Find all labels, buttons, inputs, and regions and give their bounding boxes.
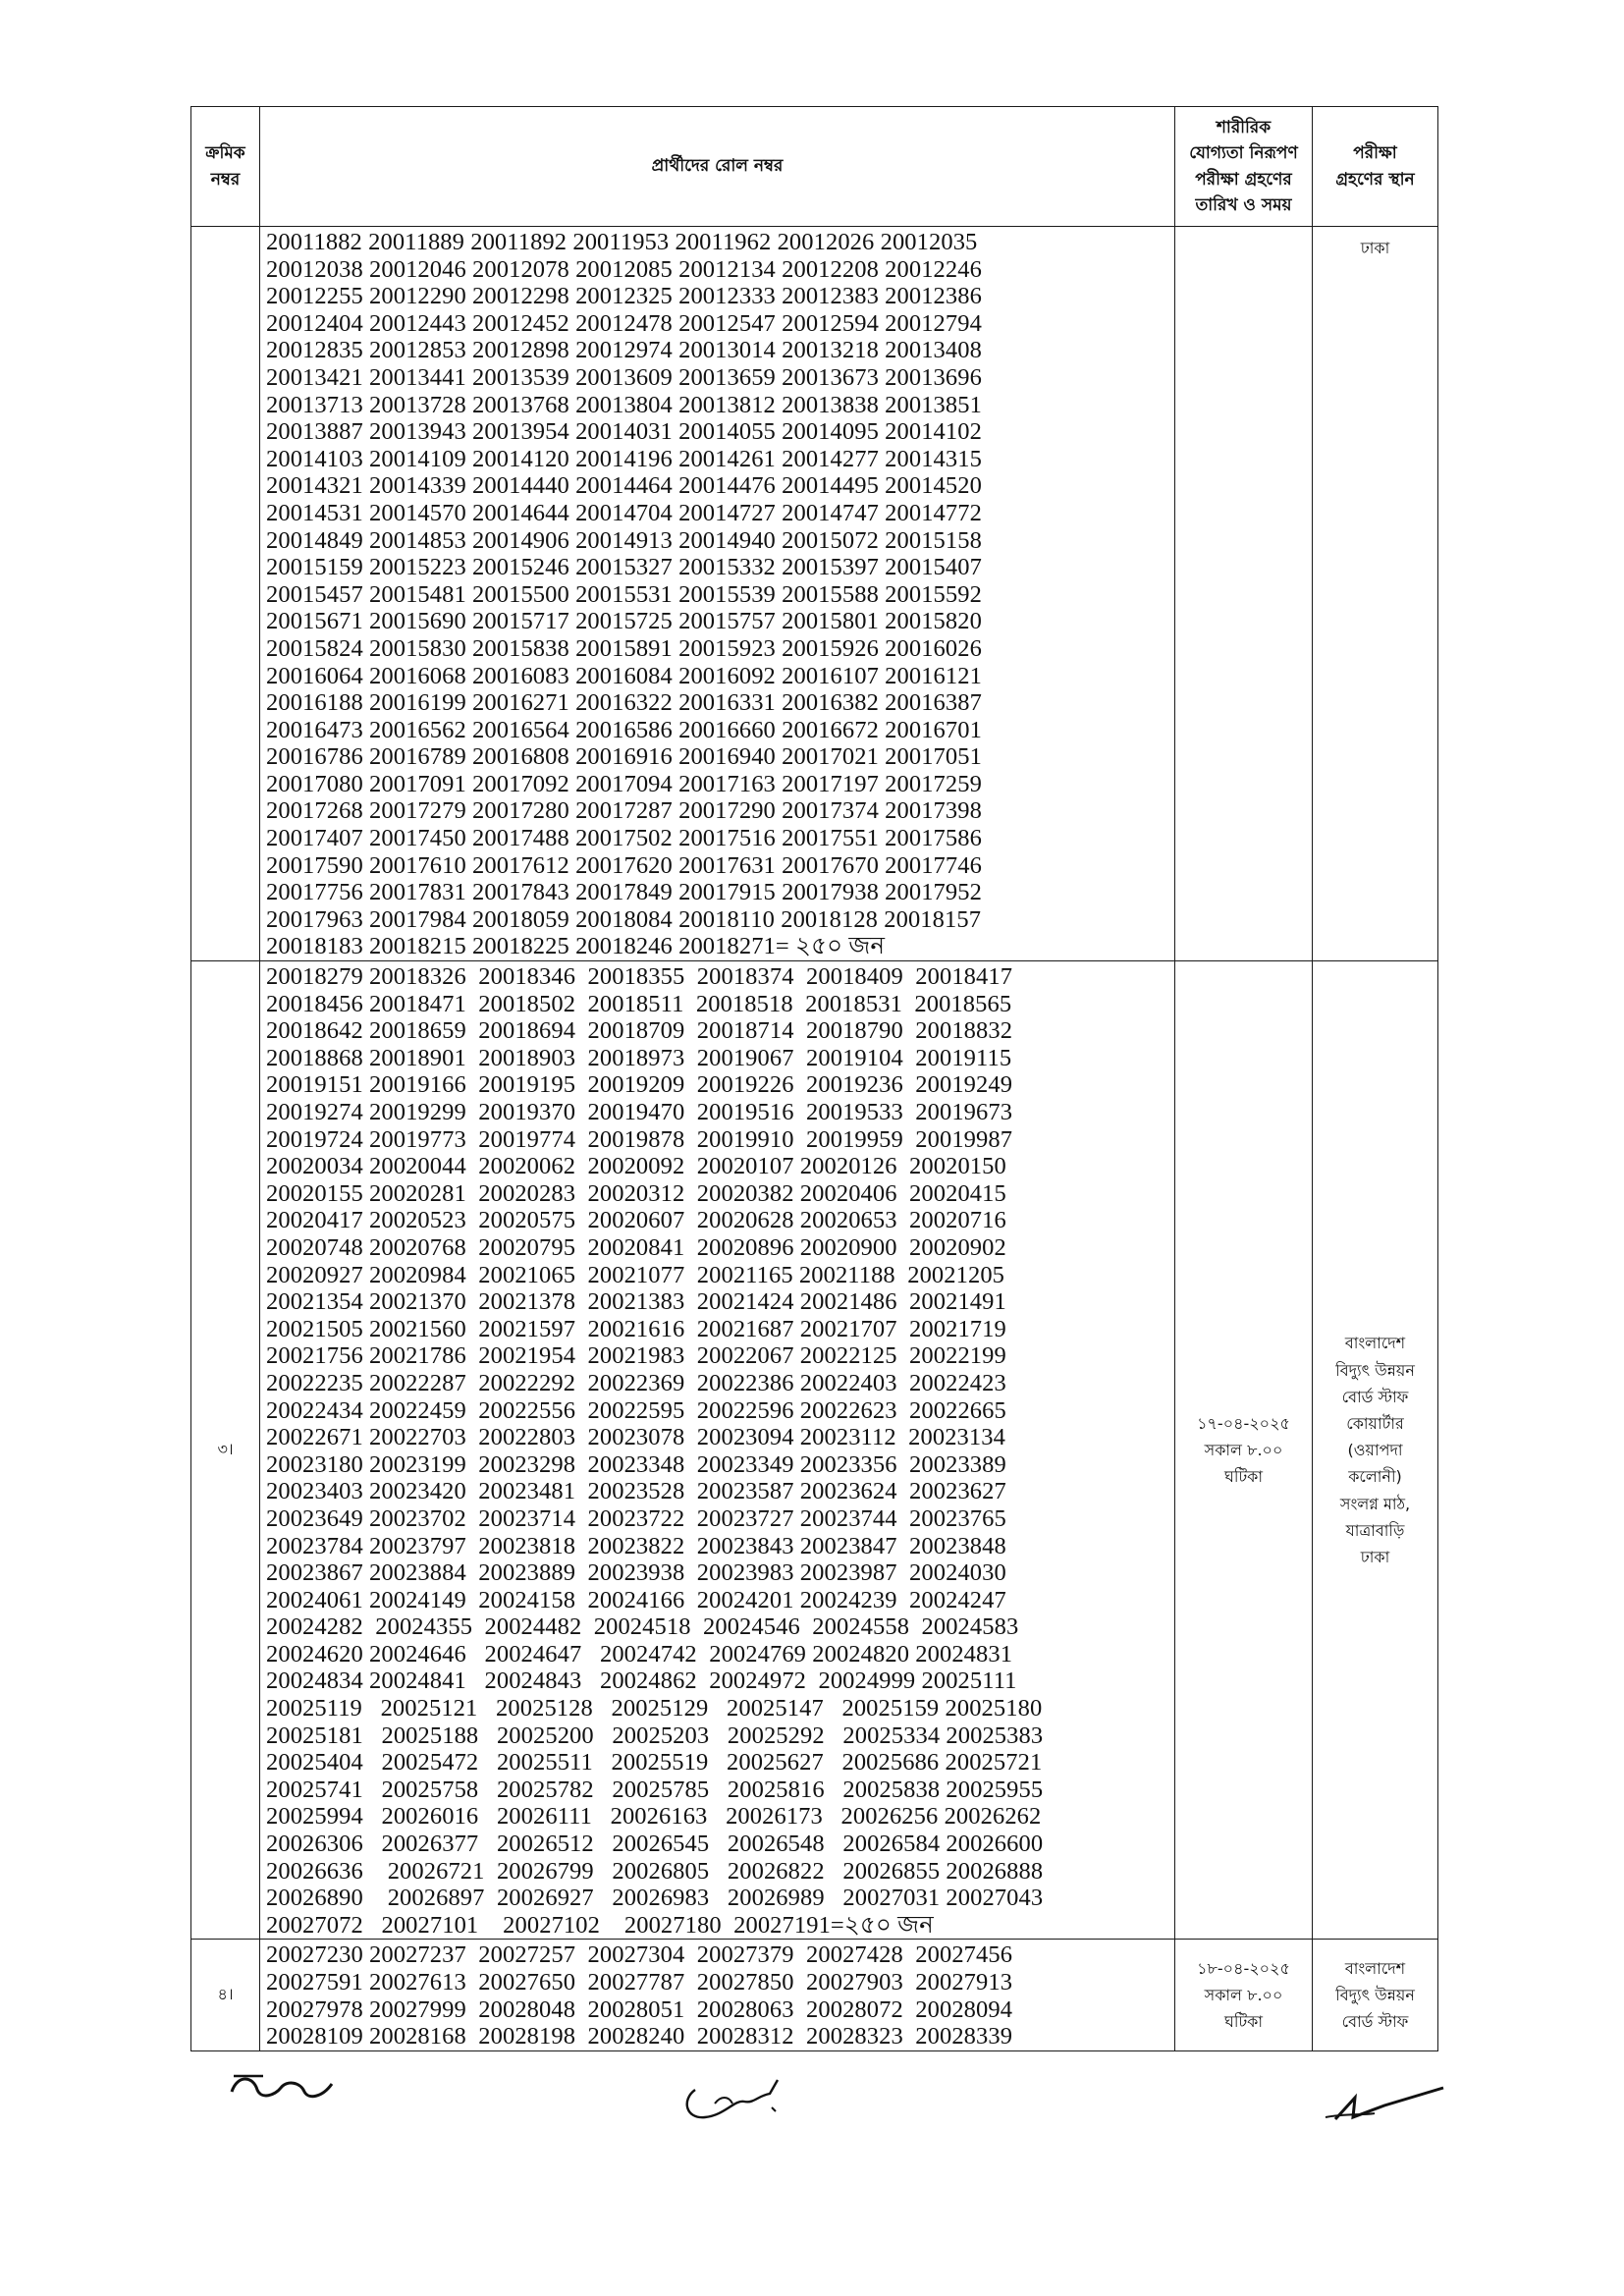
venue-line: বোর্ড স্টাফ: [1341, 1387, 1409, 1406]
roll-line: 20012255 20012290 20012298 20012325 20012333 20012383 20012386: [266, 283, 982, 310]
roll-line: 20017268 20017279 20017280 20017287 20017290 20017374 20017398: [266, 797, 982, 825]
roll-line: 20015457 20015481 20015500 20015531 20015539 20015588 20015592: [266, 580, 982, 608]
roll-line: 20018279 20018326 20018346 20018355 20018374 20018409 20018417: [266, 963, 1013, 991]
venue-line: বিদ্যুৎ উন্নয়ন: [1335, 1360, 1415, 1380]
header-row: [191, 107, 1438, 227]
roll-line: 20014849 20014853 20014906 20014913 20014940 20015072 20015158: [266, 526, 982, 554]
roll-line: 20017756 20017831 20017843 20017849 20017915 20017938 20017952: [266, 879, 982, 906]
roll-line: 20013421 20013441 20013539 20013609 20013659 20013673 20013696: [266, 363, 982, 391]
date-header-line: পরীক্ষা গ্রহণের: [1195, 169, 1292, 190]
date-time-line: সকাল ৮.০০: [1204, 1441, 1283, 1460]
venue-line: সংলগ্ন মাঠ,: [1339, 1494, 1411, 1513]
date-time-line: ১৮-০৪-২০২৫: [1197, 1958, 1290, 1978]
signature-left: [224, 2062, 342, 2111]
date-time-line: ঘটিকা: [1223, 1467, 1263, 1487]
groups-body: [191, 227, 1438, 2051]
roll-line: 20011882 20011889 20011892 20011953 20011962 20012026 20012035: [266, 229, 978, 255]
roll-line: 20016473 20016562 20016564 20016586 20016660 20016672 20016701: [266, 716, 982, 743]
roll-line: 20026636 20026721 20026799 20026805 20026822 20026855 20026888: [266, 1857, 1044, 1885]
roll-numbers-cell: [260, 1940, 1175, 2050]
roll-line: 20016188 20016199 20016271 20016322 20016331 20016382 20016387: [266, 689, 982, 717]
venue-line: বাংলাদেশ: [1344, 1958, 1406, 1978]
date-time-line: ঘটিকা: [1223, 2012, 1263, 2032]
roll-line: 20022434 20022459 20022556 20022595 20022596 20022623 20022665: [266, 1396, 1006, 1424]
roll-numbers-cell: [260, 961, 1175, 1940]
date-time-cell: [1175, 227, 1313, 961]
venue-header-line: গ্রহণের স্থান: [1335, 169, 1415, 190]
roll-line: 20015671 20015690 20015717 20015725 20015757 20015801 20015820: [266, 608, 982, 635]
roll-line: 20016064 20016068 20016083 20016084 20016092 20016107 20016121: [266, 662, 982, 689]
roll-line: 20013887 20013943 20013954 20014031 20014055 20014095 20014102: [266, 418, 982, 446]
roll-table: [190, 106, 1438, 2051]
serial-number: ৪।: [191, 1940, 260, 2050]
date-header-line: শারীরিক: [1216, 117, 1272, 137]
roll-line: 20018868 20018901 20018903 20018973 20019067 20019104 20019115: [266, 1044, 1012, 1071]
roll-line: 20021354 20021370 20021378 20021383 20021424 20021486 20021491: [266, 1288, 1006, 1316]
date-time-cell: [1175, 961, 1313, 1940]
roll-numbers-cell: [260, 227, 1175, 961]
roll-line: 20024282 20024355 20024482 20024518 20024546 20024558 20024583: [266, 1613, 1019, 1641]
venue-line: কোয়ার্টার: [1346, 1413, 1404, 1433]
roll-line: 20024620 20024646 20024647 20024742 20024769 20024820 20024831: [266, 1640, 1013, 1667]
roll-line: 20022671 20022703 20022803 20023078 20023094 20023112 20023134: [266, 1424, 1005, 1451]
roll-line: 20015159 20015223 20015246 20015327 20015332 20015397 20015407: [266, 554, 982, 581]
roll-line: 20020155 20020281 20020283 20020312 20020382 20020406 20020415: [266, 1179, 1006, 1207]
roll-line: 20027072 20027101 20027102 20027180 20027191=২৫০ জন: [266, 1911, 934, 1939]
venue-line: কলোনী): [1348, 1467, 1402, 1487]
roll-line: 20012404 20012443 20012452 20012478 20012547 20012594 20012794: [266, 309, 982, 337]
roll-line: 20026306 20026377 20026512 20026545 20026548 20026584 20026600: [266, 1831, 1044, 1858]
venue-cell: [1313, 961, 1438, 1940]
date-time-cell: [1175, 1940, 1313, 2050]
roll-line: 20012835 20012853 20012898 20012974 20013014 20013218 20013408: [266, 337, 982, 364]
roll-line: 20020927 20020984 20021065 20021077 20021165 20021188 20021205: [266, 1261, 1005, 1288]
venue-line: ঢাকা: [1360, 1547, 1390, 1566]
roll-line: 20014103 20014109 20014120 20014196 20014261 20014277 20014315: [266, 445, 982, 472]
roll-line: 20025741 20025758 20025782 20025785 20025816 20025838 20025955: [266, 1776, 1044, 1803]
signature-right: [1316, 2070, 1453, 2129]
rolls-header: [260, 107, 1175, 227]
venue-header-line: পরীক্ষা: [1353, 143, 1397, 164]
roll-line: 20017590 20017610 20017612 20017620 20017631 20017670 20017746: [266, 851, 982, 879]
roll-line: 20024061 20024149 20024158 20024166 20024201 20024239 20024247: [266, 1586, 1006, 1613]
roll-line: 20023784 20023797 20023818 20023822 20023843 20023847 20023848: [266, 1532, 1006, 1559]
roll-line: 20015824 20015830 20015838 20015891 20015923 20015926 20016026: [266, 634, 982, 662]
roll-line: 20027230 20027237 20027257 20027304 20027379 20027428 20027456: [266, 1941, 1013, 1969]
serial-header-line: ক্রমিক: [205, 143, 245, 164]
roll-line: 20024834 20024841 20024843 20024862 20024972 20024999 20025111: [266, 1667, 1017, 1695]
roll-line: 20018183 20018215 20018225 20018246 20018271= ২৫০ জন: [266, 933, 886, 960]
roll-line: 20014321 20014339 20014440 20014464 20014476 20014495 20014520: [266, 472, 982, 500]
signature-middle: [676, 2060, 793, 2129]
roll-line: 20019724 20019773 20019774 20019878 20019910 20019959 20019987: [266, 1125, 1013, 1153]
roll-line: 20020417 20020523 20020575 20020607 20020628 20020653 20020716: [266, 1207, 1006, 1234]
roll-line: 20023867 20023884 20023889 20023938 20023983 20023987 20024030: [266, 1559, 1006, 1587]
roll-line: 20017080 20017091 20017092 20017094 20017163 20017197 20017259: [266, 770, 982, 797]
date-header-line: তারিখ ও সময়: [1195, 194, 1292, 215]
roll-line: 20027591 20027613 20027650 20027787 20027850 20027903 20027913: [266, 1969, 1013, 1995]
venue-header: [1313, 107, 1438, 227]
serial-header-line: নম্বর: [210, 169, 241, 190]
date-time-line: ১৭-০৪-২০২৫: [1197, 1413, 1290, 1433]
roll-line: 20025994 20026016 20026111 20026163 20026173 20026256 20026262: [266, 1803, 1042, 1831]
venue-line: (ওয়াপদা: [1347, 1441, 1403, 1460]
group-row: [191, 227, 1438, 961]
roll-line: 20028109 20028168 20028198 20028240 20028312 20028323 20028339: [266, 2023, 1013, 2050]
roll-line: 20023180 20023199 20023298 20023348 20023349 20023356 20023389: [266, 1450, 1006, 1478]
roll-line: 20018456 20018471 20018502 20018511 20018518 20018531 20018565: [266, 990, 1012, 1017]
date-time-line: সকাল ৮.০০: [1204, 1986, 1283, 2004]
roll-line: 20020748 20020768 20020795 20020841 20020896 20020900 20020902: [266, 1233, 1006, 1261]
serial-number: [191, 227, 260, 961]
roll-line: 20020034 20020044 20020062 20020092 20020107 20020126 20020150: [266, 1153, 1006, 1180]
roll-line: 20017407 20017450 20017488 20017502 20017516 20017551 20017586: [266, 825, 982, 852]
venue-line: ঢাকা: [1360, 239, 1390, 257]
roll-line: 20022235 20022287 20022292 20022369 20022386 20022403 20022423: [266, 1369, 1006, 1396]
roll-line: 20019151 20019166 20019195 20019209 20019226 20019236 20019249: [266, 1071, 1013, 1099]
roll-line: 20025181 20025188 20025200 20025203 20025292 20025334 20025383: [266, 1722, 1044, 1749]
venue-line: বোর্ড স্টাফ: [1341, 2012, 1409, 2032]
serial-number: ৩।: [191, 961, 260, 1940]
roll-line: 20012038 20012046 20012078 20012085 20012134 20012208 20012246: [266, 255, 982, 283]
roll-line: 20019274 20019299 20019370 20019470 20019516 20019533 20019673: [266, 1099, 1013, 1125]
roll-line: 20027978 20027999 20028048 20028051 20028063 20028072 20028094: [266, 1995, 1013, 2023]
roll-line: 20023649 20023702 20023714 20023722 20023727 20023744 20023765: [266, 1504, 1006, 1532]
rolls-header-text: প্রার্থীদের রোল নম্বর: [651, 156, 784, 177]
date-time-header: [1175, 107, 1313, 227]
roll-line: 20017963 20017984 20018059 20018084 20018110 20018128 20018157: [266, 905, 982, 933]
venue-cell: [1313, 1940, 1438, 2050]
venue-line: যাত্রাবাড়ি: [1345, 1520, 1405, 1540]
group-row: [191, 961, 1438, 1940]
venue-line: বাংলাদেশ: [1344, 1334, 1406, 1353]
roll-line: 20014531 20014570 20014644 20014704 20014727 20014747 20014772: [266, 499, 982, 526]
serial-header: [191, 107, 260, 227]
roll-line: 20018642 20018659 20018694 20018709 20018714 20018790 20018832: [266, 1017, 1013, 1045]
roll-line: 20023403 20023420 20023481 20023528 20023587 20023624 20023627: [266, 1478, 1006, 1505]
group-row: [191, 1940, 1438, 2050]
roll-line: 20025119 20025121 20025128 20025129 20025147 20025159 20025180: [266, 1695, 1043, 1722]
date-header-line: যোগ্যতা নিরূপণ: [1189, 143, 1298, 164]
roll-line: 20013713 20013728 20013768 20013804 20013812 20013838 20013851: [266, 391, 982, 418]
roll-line: 20021505 20021560 20021597 20021616 20021687 20021707 20021719: [266, 1315, 1006, 1342]
roll-line: 20021756 20021786 20021954 20021983 20022067 20022125 20022199: [266, 1342, 1006, 1370]
roll-line: 20025404 20025472 20025511 20025519 20025627 20025686 20025721: [266, 1749, 1043, 1777]
venue-line: বিদ্যুৎ উন্নয়ন: [1335, 1986, 1415, 2004]
roll-line: 20026890 20026897 20026927 20026983 20026989 20027031 20027043: [266, 1885, 1044, 1912]
venue-cell: [1313, 227, 1438, 961]
roll-line: 20016786 20016789 20016808 20016916 20016940 20017021 20017051: [266, 743, 982, 771]
